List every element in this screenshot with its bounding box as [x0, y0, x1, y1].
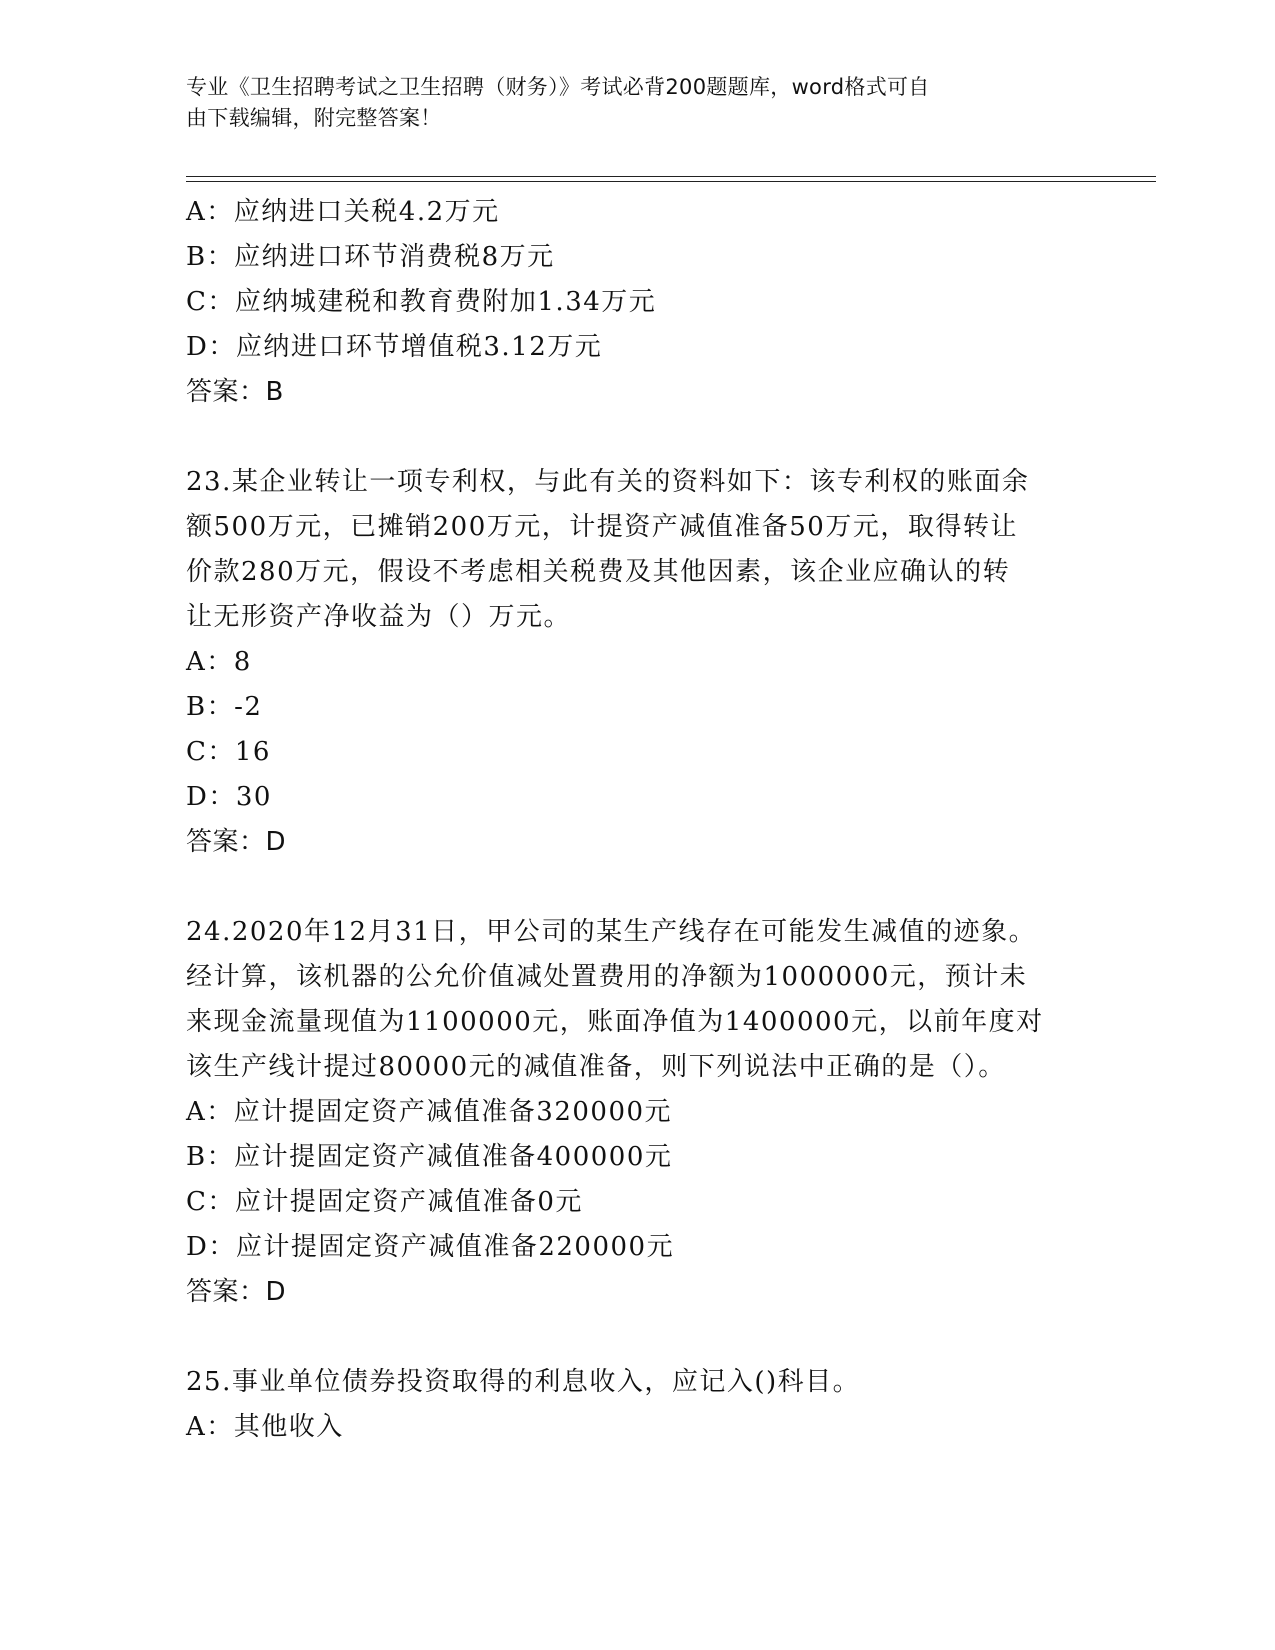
q24-stem-line-2: 经计算，该机器的公允价值减处置费用的净额为1000000元，预计未 — [186, 962, 1028, 992]
q23-option-c: C：16 — [186, 737, 271, 767]
q24-stem-line-4: 该生产线计提过80000元的减值准备，则下列说法中正确的是（）。 — [186, 1052, 1006, 1082]
q23-option-d: D：30 — [186, 782, 272, 812]
header-line-2: 由下载编辑，附完整答案！ — [186, 106, 442, 130]
q24-stem-line-3: 来现金流量现值为1100000元，账面净值为1400000元，以前年度对 — [186, 1007, 1044, 1037]
q22-option-a: A：应纳进口关税4.2万元 — [186, 197, 500, 227]
q23-stem-line-4: 让无形资产净收益为（）万元。 — [186, 602, 572, 632]
document-header — [186, 72, 1066, 134]
q24-stem-line-1: 24.2020年12月31日，甲公司的某生产线存在可能发生减值的迹象。 — [186, 917, 1037, 947]
q24-option-b: B：应计提固定资产减值准备400000元 — [186, 1142, 673, 1172]
q24-answer: 答案：D — [186, 1277, 287, 1307]
q24-option-d: D：应计提固定资产减值准备220000元 — [186, 1232, 675, 1262]
q24-option-a: A：应计提固定资产减值准备320000元 — [186, 1097, 673, 1127]
header-divider-bottom — [186, 181, 1156, 182]
q23-option-a: A：8 — [186, 647, 252, 677]
q25-stem-line-1: 25.事业单位债券投资取得的利息收入，应记入()科目。 — [186, 1367, 861, 1397]
q23-stem-line-1: 23.某企业转让一项专利权，与此有关的资料如下：该专利权的账面余 — [186, 467, 1030, 497]
q23-stem-line-3: 价款280万元，假设不考虑相关税费及其他因素，该企业应确认的转 — [186, 557, 1011, 587]
q22-option-d: D：应纳进口环节增值税3.12万元 — [186, 332, 603, 362]
q22-option-c: C：应纳城建税和教育费附加1.34万元 — [186, 287, 657, 317]
header-line-1: 专业《卫生招聘考试之卫生招聘（财务）》考试必背200题题库，word格式可自 — [186, 75, 930, 99]
q22-answer: 答案：B — [186, 377, 284, 407]
q24-option-c: C：应计提固定资产减值准备0元 — [186, 1187, 583, 1217]
q23-answer: 答案：D — [186, 827, 287, 857]
q23-stem-line-2: 额500万元，已摊销200万元，计提资产减值准备50万元，取得转让 — [186, 512, 1018, 542]
q25-option-a: A：其他收入 — [186, 1412, 344, 1442]
q23-option-b: B：-2 — [186, 692, 263, 722]
q22-option-b: B：应纳进口环节消费税8万元 — [186, 242, 555, 272]
header-divider-top — [186, 176, 1156, 177]
